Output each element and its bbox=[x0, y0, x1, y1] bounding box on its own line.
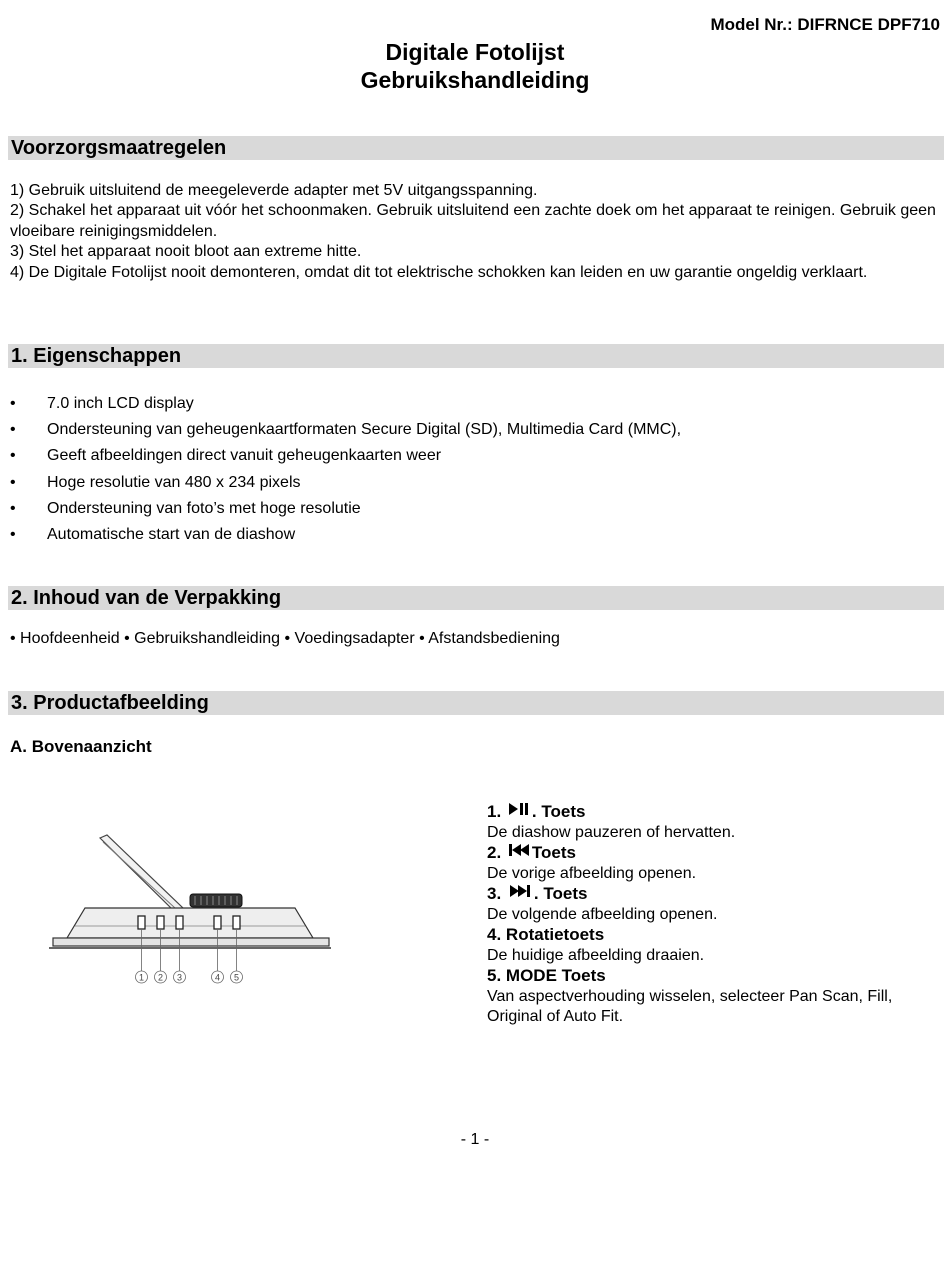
previous-icon bbox=[508, 844, 530, 856]
button-2-number: 2. bbox=[487, 843, 502, 862]
feature-text: Hoge resolutie van 480 x 234 pixels bbox=[47, 473, 301, 491]
button-3-label: . Toets bbox=[533, 884, 588, 903]
feature-text: Ondersteuning van geheugenkaartformaten Secure Digital (SD), Multimedia Card (MMC), bbox=[47, 421, 682, 439]
bullet-icon: • bbox=[10, 395, 16, 412]
button-4-title bbox=[487, 925, 942, 946]
button-1-number: 1. bbox=[487, 802, 502, 821]
title-line-1: Digitale Fotolijst bbox=[385, 39, 565, 65]
button-5-title bbox=[487, 966, 942, 987]
top-view-diagram bbox=[45, 830, 335, 990]
buttons-description bbox=[487, 802, 942, 1028]
page-number: - 1 - bbox=[460, 1131, 490, 1148]
button-5-number: 5. bbox=[487, 966, 502, 985]
feature-text: Ondersteuning van foto’s met hoge resolutie bbox=[47, 499, 361, 517]
button-4-label: Rotatietoets bbox=[505, 925, 605, 944]
package-contents: • Hoofdeenheid • Gebruikshandleiding • Voedingsadapter • Afstandsbediening bbox=[10, 630, 560, 647]
button-5-desc: Van aspectverhouding wisselen, selecteer Pan Scan, Fill, Original of Auto Fit. bbox=[487, 987, 893, 1025]
button-3-number: 3. bbox=[487, 884, 502, 903]
callout-1: 1 bbox=[138, 972, 145, 983]
package-heading: 2. Inhoud van de Verpakking bbox=[8, 586, 944, 610]
button-4-number: 4. bbox=[487, 925, 502, 944]
precaution-2: 2) Schakel het apparaat uit vóór het schoonmaken. Gebruik uitsluitend een zachte doek om het apparaat te reinigen. Gebruik geen vloeibare reinigingsmiddelen. bbox=[10, 202, 936, 240]
button-4-desc: De huidige afbeelding draaien. bbox=[487, 946, 705, 964]
feature-text: 7.0 inch LCD display bbox=[47, 395, 194, 412]
bullet-icon: • bbox=[10, 447, 16, 465]
top-view-subheading: A. Bovenaanzicht bbox=[10, 737, 152, 756]
title-line-2: Gebruikshandleiding bbox=[360, 67, 590, 93]
precautions-heading: Voorzorgsmaatregelen bbox=[8, 136, 944, 160]
precaution-1: 1) Gebruik uitsluitend de meegeleverde adapter met 5V uitgangsspanning. bbox=[10, 182, 538, 199]
callout-2: 2 bbox=[157, 972, 164, 983]
button-1-title bbox=[487, 802, 942, 823]
button-2-title bbox=[487, 843, 942, 864]
button-3-desc: De volgende afbeelding openen. bbox=[487, 905, 718, 923]
feature-text: Geeft afbeeldingen direct vanuit geheugenkaarten weer bbox=[47, 447, 442, 465]
callout-5: 5 bbox=[233, 972, 240, 983]
callout-4: 4 bbox=[214, 972, 221, 983]
page-title bbox=[0, 38, 950, 94]
next-icon bbox=[508, 885, 532, 897]
button-1-label: . Toets bbox=[531, 802, 586, 821]
feature-text: Automatische start van de diashow bbox=[47, 525, 296, 543]
model-number: Model Nr.: DIFRNCE DPF710 bbox=[710, 15, 940, 34]
bullet-icon: • bbox=[10, 473, 16, 491]
bullet-icon: • bbox=[10, 525, 16, 543]
bullet-icon: • bbox=[10, 499, 16, 517]
play-pause-icon bbox=[508, 803, 530, 815]
button-1-desc: De diashow pauzeren of hervatten. bbox=[487, 823, 736, 841]
features-heading: 1. Eigenschappen bbox=[8, 344, 944, 368]
button-2-label: Toets bbox=[531, 843, 576, 862]
precaution-4: 4) De Digitale Fotolijst nooit demonteren, omdat dit tot elektrische schokken kan leiden en uw garantie ongeldig verklaart. bbox=[10, 263, 868, 281]
product-heading: 3. Productafbeelding bbox=[8, 691, 944, 715]
button-3-title bbox=[487, 884, 942, 905]
bullet-icon: • bbox=[10, 421, 16, 439]
button-5-label: MODE Toets bbox=[505, 966, 606, 985]
precaution-3: 3) Stel het apparaat nooit bloot aan extreme hitte. bbox=[10, 243, 362, 261]
callout-3: 3 bbox=[176, 972, 183, 983]
button-2-desc: De vorige afbeelding openen. bbox=[487, 864, 697, 882]
precautions-text bbox=[10, 181, 940, 283]
